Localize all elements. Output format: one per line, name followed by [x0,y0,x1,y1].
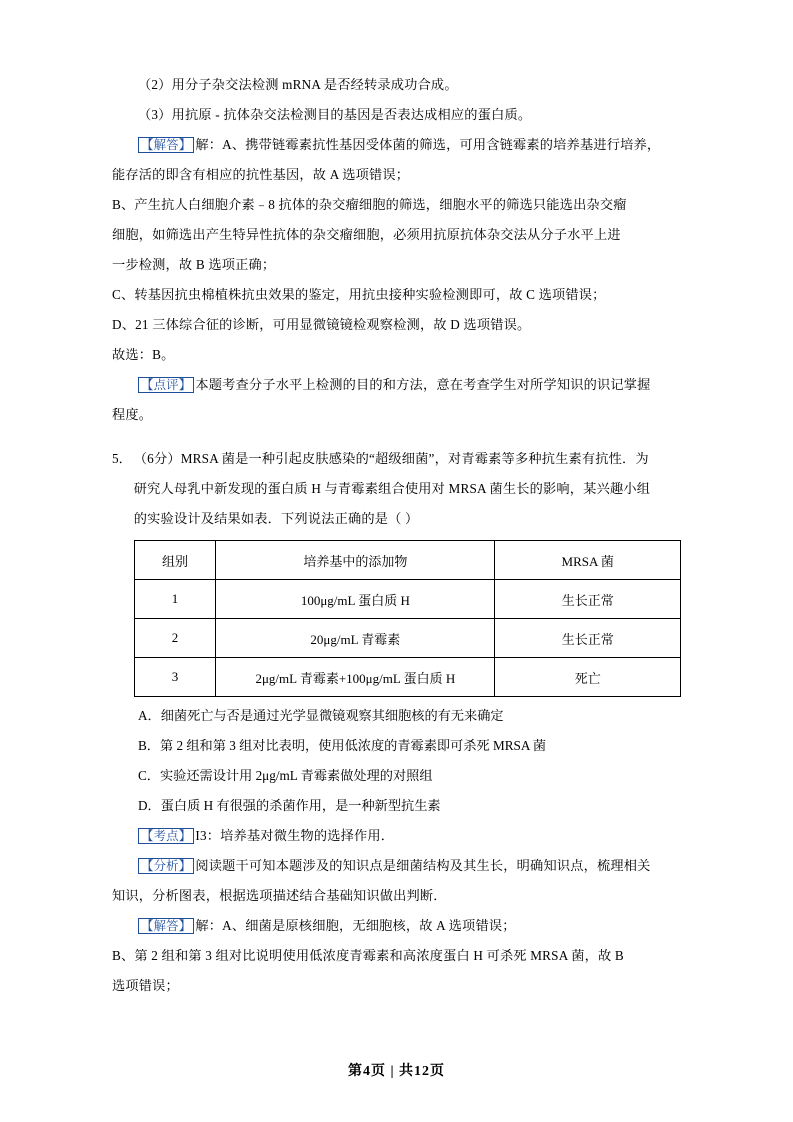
table-cell: 20μg/mL 青霉素 [216,619,495,658]
dianping-tag: 【点评】 [138,377,194,393]
table-header-row [134,541,680,580]
option-b: B．第 2 组和第 3 组对比表明，使用低浓度的青霉素即可杀死 MRSA 菌 [138,738,547,753]
question-score: （6分） [133,451,181,466]
jieda-line: D、21 三体综合征的诊断，可用显微镜镜检观察检测，故 D 选项错误。 [112,317,531,332]
question-stem-line: 的实验设计及结果如表．下列说法正确的是（ ） [133,511,419,526]
kaodian-line [112,821,681,851]
jieda-line [112,911,681,941]
jieda-line: 一步检测，故 B 选项正确； [112,257,276,272]
jieda-tag: 【解答】 [138,918,194,934]
dianping-line: 程度。 [112,407,153,422]
dianping-text: 本题考查分子水平上检测的目的和方法，意在考查学生对所学知识的识记掌握 [195,377,651,392]
question-stem-line [134,444,681,474]
jieda-line: 故选：B。 [112,347,175,362]
question-stem-text: MRSA 菌是一种引起皮肤感染的“超级细菌”，对青霉素等多种抗生素有抗性．为 [180,451,649,466]
jieda-line: 能存活的即含有相应的抗性基因，故 A 选项错误； [112,167,410,182]
jieda-tag: 【解答】 [138,137,194,153]
table-cell: 生长正常 [495,580,681,619]
fenxi-text: 阅读题干可知本题涉及的知识点是细菌结构及其生长，明确知识点，梳理相关 [195,858,651,873]
question-stem-line: 研究人母乳中新发现的蛋白质 H 与青霉素组合使用对 MRSA 菌生长的影响，某兴趣小组 [133,481,651,496]
option-d: D．蛋白质 H 有很强的杀菌作用，是一种新型抗生素 [138,798,441,813]
table-cell: 100μg/mL 蛋白质 H [216,580,495,619]
answer-line: （2）用分子杂交法检测 mRNA 是否经转录成功合成。 [138,77,458,92]
table-cell: 1 [134,580,215,619]
table-header-cell: 组别 [134,541,215,580]
fenxi-line [112,851,681,881]
table-row [134,658,680,697]
jieda-line: B、产生抗人白细胞介素﹣8 抗体的杂交瘤细胞的筛选，细胞水平的筛选只能选出杂交瘤 [112,197,627,212]
jieda-text: 解：A、细菌是原核细胞，无细胞核，故 A 选项错误； [195,918,516,933]
jieda-line: 细胞，如筛选出产生特异性抗体的杂交瘤细胞，必须用抗原抗体杂交法从分子水平上进 [112,227,621,242]
kaodian-tag: 【考点】 [138,828,194,844]
table-row [134,580,680,619]
page-footer: 第4页 | 共12页 [347,1064,446,1079]
experiment-table [134,540,681,697]
question-5 [112,444,681,701]
table-cell: 死亡 [495,658,681,697]
fenxi-line: 知识，分析图表，根据选项描述结合基础知识做出判断． [112,888,447,903]
fenxi-tag: 【分析】 [138,858,194,874]
option-c: C．实验还需设计用 2μg/mL 青霉素做处理的对照组 [138,768,433,783]
question-number: 5． [112,451,132,466]
answer-line: （3）用抗原 - 抗体杂交法检测目的基因是否表达成相应的蛋白质。 [138,107,532,122]
jieda-text: 解：A、携带链霉素抗性基因受体菌的筛选，可用含链霉素的培养基进行培养， [195,137,661,152]
table-row [134,619,680,658]
table-cell: 生长正常 [495,619,681,658]
table-header-cell: MRSA 菌 [495,541,681,580]
jieda-line: B、第 2 组和第 3 组对比说明使用低浓度青霉素和高浓度蛋白 H 可杀死 MRSA 菌，故 B [112,948,624,963]
table-header-cell: 培养基中的添加物 [216,541,495,580]
table-cell: 2 [134,619,215,658]
jieda-line: C、转基因抗虫棉植株抗虫效果的鉴定，用抗虫接种实验检测即可，故 C 选项错误； [112,287,606,302]
jieda-line [112,130,681,160]
table-cell: 2μg/mL 青霉素+100μg/mL 蛋白质 H [216,658,495,697]
jieda-line: 选项错误； [112,978,179,993]
kaodian-text: I3：培养基对微生物的选择作用． [195,828,395,843]
dianping-line [112,370,681,400]
table-cell: 3 [134,658,215,697]
option-a: A．细菌死亡与否是通过光学显微镜观察其细胞核的有无来确定 [138,708,504,723]
